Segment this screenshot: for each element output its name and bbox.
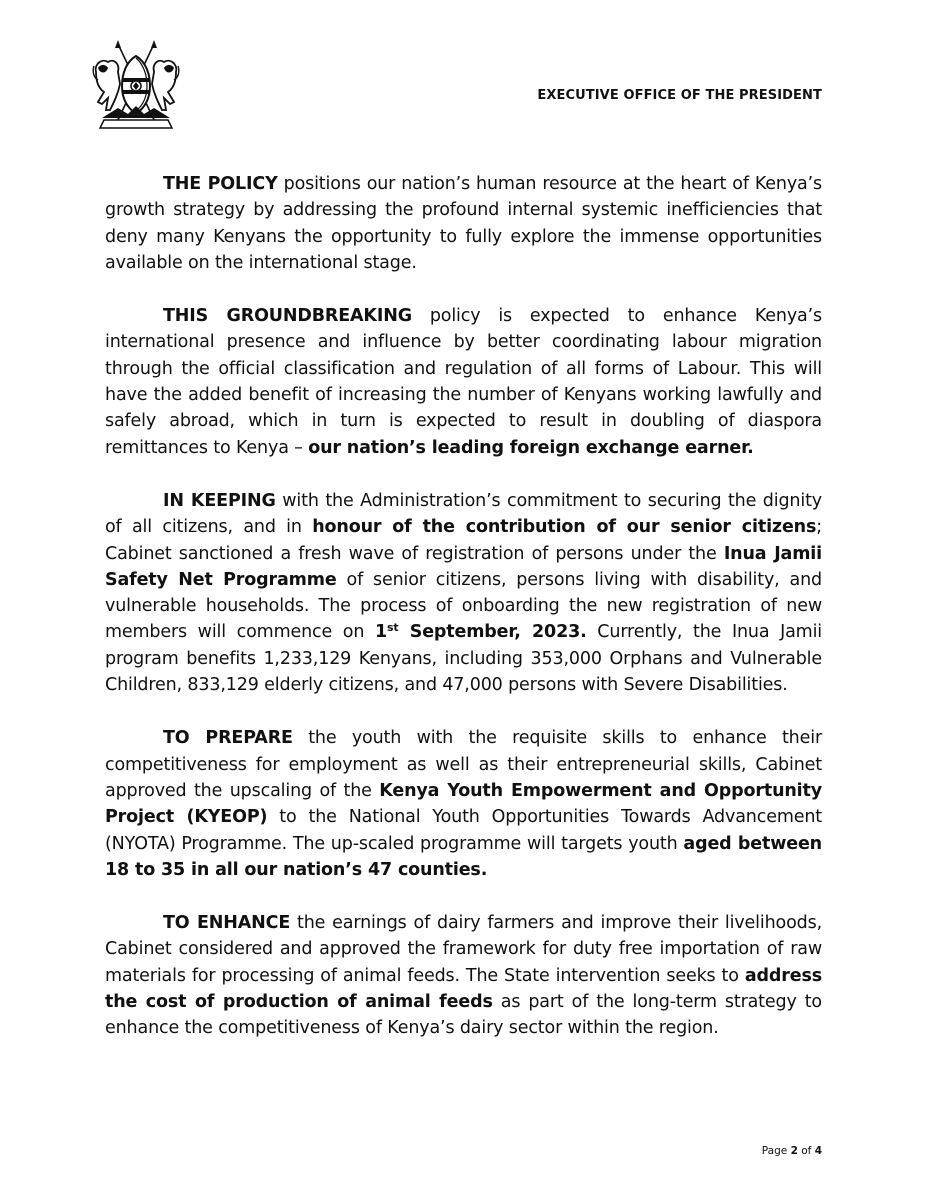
paragraph-text: the youth with the requisite skills to enhance their competitiveness for employment as well as their entrepreneurial skills, Cabinet approved the upscaling of the <box>105 728 822 801</box>
paragraph-lead: TO ENHANCE <box>163 913 291 934</box>
paragraph-emphasis: address the cost of production of animal feeds <box>105 965 822 1013</box>
paragraph-emphasis: honour of the contribution of our senior citizens <box>312 517 817 538</box>
paragraph-text: policy is expected to enhance Kenya’s international presence and influence by better coordinating labour migration through the official classification and regulation of all forms of Labour. This will have the added benefit of increasing the number of Kenyans working lawfully and safely abroad, which in turn is expected to result in doubling of diaspora remittances to Kenya – <box>105 306 822 458</box>
paragraph-text: Currently, the Inua Jamii program benefits 1,233,129 Kenyans, including 353,000 Orphans and Vulnerable Children, 833,129 elderly citizens, and 47,000 persons with Severe Disabilities. <box>105 622 822 696</box>
paragraph-to-prepare <box>105 725 822 883</box>
paragraph-text: to the National Youth Opportunities Towards Advancement (NYOTA) Programme. The up-scaled programme will targets youth <box>105 807 822 854</box>
paragraph-lead: TO PREPARE <box>163 728 293 749</box>
paragraph-text: positions our nation’s human resource at the heart of Kenya’s growth strategy by addressing the profound internal systemic inefficiencies that deny many Kenyans the opportunity to fully explore the immense opportunities available on the international stage. <box>105 174 823 273</box>
paragraph-lead: IN KEEPING <box>163 490 276 511</box>
paragraph-text: ; Cabinet sanctioned a fresh wave of registration of persons under the <box>105 517 822 564</box>
current-page: 2 <box>790 1145 798 1157</box>
paragraph-text: with the Administration’s commitment to securing the dignity of all citizens, and in <box>105 490 822 538</box>
paragraph-groundbreaking <box>105 303 822 461</box>
page-number: Page 2 of 4 <box>761 1145 822 1157</box>
programme-name: Inua Jamii Safety Net Programme <box>105 543 822 590</box>
paragraph-lead: THIS GROUNDBREAKING <box>163 306 412 327</box>
date-suffix: st <box>387 621 399 635</box>
paragraph-text: the earnings of dairy farmers and improve their livelihoods, Cabinet considered and approved the framework for duty free importation of raw materials for processing of animal feeds. The State intervention seeks to <box>105 913 822 986</box>
paragraph-text: as part of the long-term strategy to enhance the competitiveness of Kenya’s dairy sector within the region. <box>105 992 822 1039</box>
paragraph-emphasis: our nation’s leading foreign exchange earner. <box>308 437 754 458</box>
paragraph-emphasis: aged between 18 to 35 in all our nation’s 47 counties. <box>105 833 822 880</box>
paragraph-lead: THE POLICY <box>163 174 278 194</box>
kenya-coat-of-arms-logo <box>88 38 184 134</box>
office-header: EXECUTIVE OFFICE OF THE PRESIDENT <box>537 88 822 103</box>
paragraph-to-enhance <box>105 910 822 1041</box>
project-name: Kenya Youth Empowerment and Opportunity Project (KYEOP) <box>105 780 823 828</box>
document-body <box>105 171 822 1069</box>
paragraph-policy <box>105 171 822 276</box>
paragraph-in-keeping <box>105 488 822 698</box>
commencement-date: 1st September, 2023. <box>374 621 587 643</box>
paragraph-text: of senior citizens, persons living with disability, and vulnerable households. The process of onboarding the new registration of new members will commence on <box>105 569 822 643</box>
total-pages: 4 <box>814 1145 822 1157</box>
